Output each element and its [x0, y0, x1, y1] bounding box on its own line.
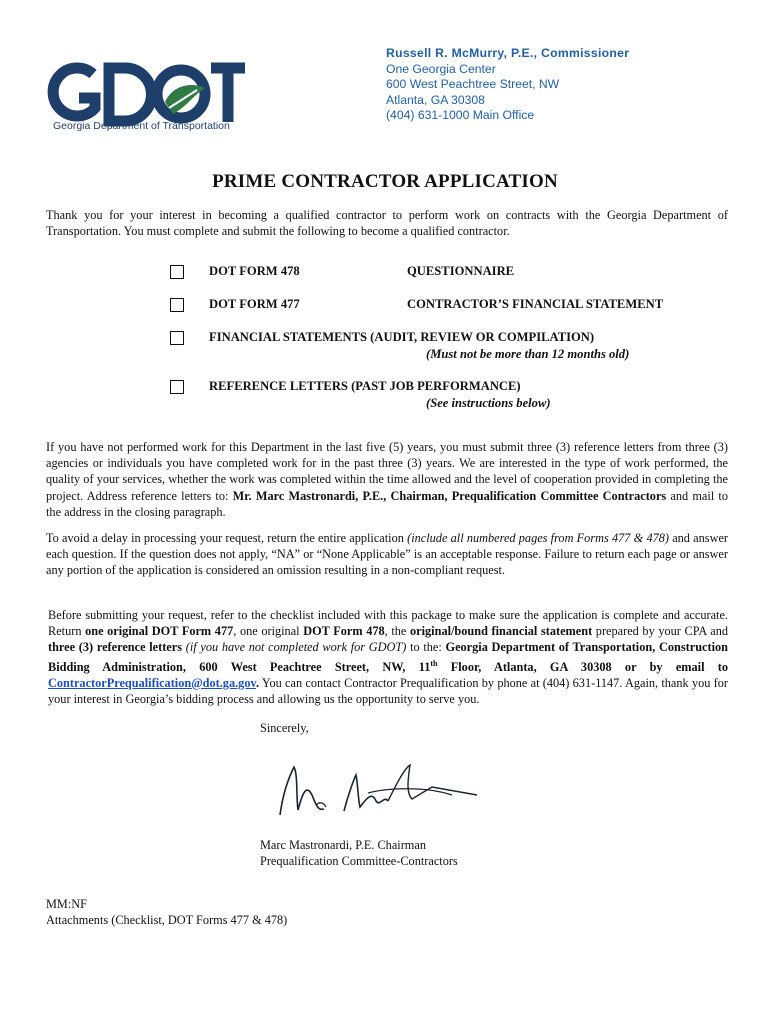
submit-text: , the	[384, 624, 411, 639]
address-block	[386, 46, 629, 124]
address-line: Atlanta, GA 30308	[386, 92, 485, 107]
phone-line: (404) 631-1000 Main Office	[386, 108, 535, 123]
signer-name: Marc Mastronardi, P.E. Chairman	[260, 838, 426, 852]
delay-italic: (include all numbered pages from Forms 477 & 478)	[407, 531, 669, 545]
checklist-label: FINANCIAL STATEMENTS (AUDIT, REVIEW OR COMPILATION)	[209, 330, 595, 344]
submit-bold: original/bound financial statement	[410, 624, 593, 639]
checkbox-form-477[interactable]	[170, 298, 184, 312]
delay-text: To avoid a delay in processing your request, return the entire application	[46, 531, 408, 545]
submit-address: Floor, Atlanta, GA 30308 or by email to	[437, 659, 728, 674]
checkbox-financial-statements[interactable]	[170, 331, 184, 345]
submit-bold: three (3) reference letters	[48, 640, 183, 655]
intro-paragraph: Thank you for your interest in becoming a qualified contractor to perform work on contracts with the Georgia Department of Transportation. You must complete and submit the following to become a qualified contractor.	[46, 208, 728, 239]
initials: MM:NF	[46, 897, 88, 911]
signer-title: Prequalification Committee-Contractors	[260, 854, 458, 868]
delay-paragraph	[46, 530, 728, 579]
address-line: One Georgia Center	[386, 61, 496, 76]
submit-paragraph	[48, 607, 728, 707]
logo-subtitle: Georgia Department of Transportation	[53, 120, 230, 132]
checkbox-reference-letters[interactable]	[170, 380, 184, 394]
checklist-note: (Must not be more than 12 months old)	[426, 347, 630, 361]
checklist-description: CONTRACTOR’S FINANCIAL STATEMENT	[407, 297, 664, 311]
submit-text: prepared by your CPA and	[592, 624, 728, 639]
references-addressee: Mr. Marc Mastronardi, P.E., Chairman, Prequalification Committee Contractors	[232, 488, 667, 503]
submit-text: , one original	[233, 624, 304, 639]
checkbox-form-478[interactable]	[170, 265, 184, 279]
submit-text: to the:	[406, 640, 446, 655]
checklist-description: QUESTIONNAIRE	[407, 264, 515, 278]
attachments: Attachments (Checklist, DOT Forms 477 & 478)	[46, 913, 288, 927]
checklist-note: (See instructions below)	[426, 396, 551, 410]
submit-text: Before submitting your request, refer to the checklist included with this package to make sure the application is complete and accurate. Return	[48, 608, 728, 639]
ordinal-suffix: th	[430, 658, 438, 668]
commissioner-name: Russell R. McMurry, P.E., Commissioner	[386, 46, 630, 60]
references-paragraph	[46, 439, 728, 520]
checklist-label: DOT FORM 477	[209, 297, 300, 311]
address-line: 600 West Peachtree Street, NW	[386, 77, 560, 92]
submit-bold: DOT Form 478	[303, 624, 385, 639]
submit-italic: (if you have not completed work for GDOT)	[185, 640, 407, 655]
salutation: Sincerely,	[260, 721, 309, 735]
signature	[272, 755, 482, 823]
delay-text: and answer each question. If the question does not apply, “NA” or “None Applicable” is an acceptable response. Failure to return each page or answer any portion of the application is considered an omission resulting in a non-compliant request.	[46, 531, 728, 578]
references-text: If you have not performed work for this Department in the last five (5) years, you must submit three (3) reference letters from three (3) agencies or individuals you have completed work for in the past three (3) years. We are interested in the type of work performed, the quality of your services, whether the work was completed within the time allowed and the level of cooperation provided in completing the project. Address reference letters to:	[46, 440, 728, 503]
references-tail: and mail to the address in the closing paragraph.	[46, 488, 728, 519]
submit-bold: one original DOT Form 477	[85, 624, 234, 639]
submit-bold: .	[255, 675, 260, 690]
page-title: PRIME CONTRACTOR APPLICATION	[212, 171, 558, 192]
checklist-label: DOT FORM 478	[209, 264, 300, 278]
checklist-label: REFERENCE LETTERS (PAST JOB PERFORMANCE)	[209, 379, 521, 393]
submit-text: You can contact Contractor Prequalification by phone at (404) 631-1147. Again, thank you for your interest in Georgia’s bidding process and allowing us the opportunity to serve you.	[48, 675, 728, 707]
email-link[interactable]: ContractorPrequalification@dot.ga.gov	[48, 675, 256, 690]
submit-address: Georgia Department of Transportation, Construction Bidding Administration, 600 West Peachtree Street, NW, 11	[48, 640, 728, 674]
